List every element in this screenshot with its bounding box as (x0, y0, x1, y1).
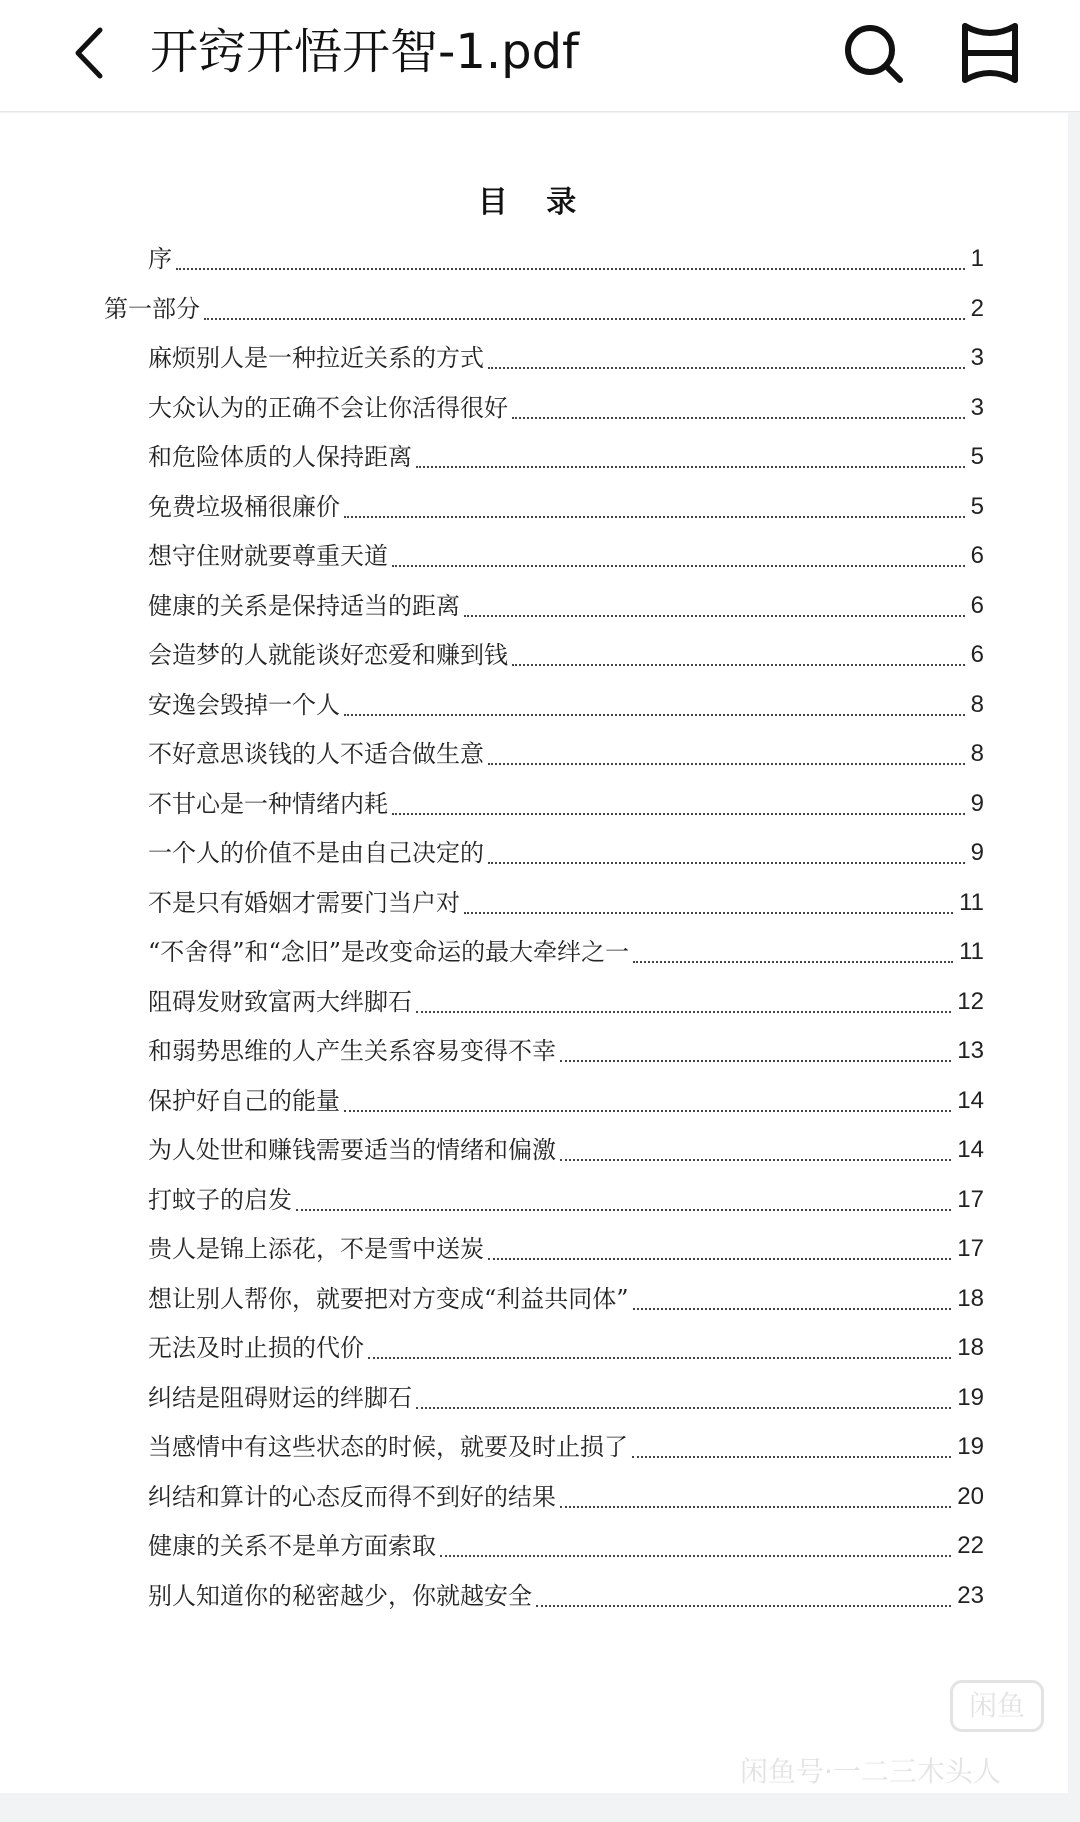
toc-entry-page: 1 (970, 245, 984, 272)
toc-entry-page: 8 (970, 690, 984, 718)
toc-entry-title: 麻烦别人是一种拉近关系的方式 (148, 344, 484, 372)
toc-entry-page: 11 (959, 888, 984, 916)
toc-entry-leader (296, 1208, 951, 1211)
menu-icon (955, 18, 1025, 88)
toc-entry[interactable] (148, 1031, 984, 1071)
top-app-bar (0, 0, 1080, 112)
toc-entry-page: 9 (970, 839, 984, 866)
toc-entry-leader (416, 465, 965, 468)
toc-entry-title: 健康的关系不是单方面索取 (148, 1532, 436, 1560)
toc-entry-leader (464, 911, 953, 914)
toc-entry[interactable] (148, 833, 984, 873)
toc-entry-title: 纠结是阻碍财运的绊脚石 (148, 1383, 412, 1412)
toc-entry-page: 5 (970, 443, 984, 470)
toc-entry[interactable] (148, 1180, 984, 1220)
search-button[interactable] (838, 18, 908, 88)
search-icon (838, 18, 908, 88)
toc-entry[interactable] (148, 784, 984, 824)
toc-entry[interactable] (148, 338, 984, 378)
toc-entry-page: 13 (957, 1037, 984, 1064)
toc-entry[interactable] (148, 1229, 984, 1269)
toc-entry-page: 2 (970, 294, 984, 322)
toc-entry-leader (536, 1604, 951, 1607)
toc-entry-leader (392, 564, 965, 567)
toc-entry-title: 安逸会毁掉一个人 (148, 690, 340, 719)
toc-entry-title: 免费垃圾桶很廉价 (148, 492, 340, 521)
document-title: 开窍开悟开智-1.pdf (150, 24, 579, 80)
toc-entry-page: 8 (970, 740, 984, 767)
toc-entry-leader (633, 960, 953, 963)
toc-entry[interactable] (104, 289, 984, 329)
toc-entry[interactable] (148, 685, 984, 725)
toc-entry-title: 保护好自己的能量 (148, 1086, 340, 1115)
toc-entry-page: 18 (957, 1284, 984, 1312)
toc-entry-leader (416, 1010, 951, 1013)
toc-entry-leader (633, 1307, 952, 1310)
toc-entry-leader (488, 762, 965, 765)
toc-entry-leader (440, 1554, 951, 1557)
toc-entry-page: 19 (957, 1383, 984, 1411)
toc-entry-title: 纠结和算计的心态反而得不到好的结果 (148, 1482, 556, 1511)
toc-entry-page: 9 (970, 789, 984, 817)
toc-entry-page: 12 (957, 987, 984, 1015)
toc-entry-title: 当感情中有这些状态的时候，就要及时止损了 (148, 1433, 628, 1461)
toc-heading: 目 录 (477, 185, 591, 220)
toc-entry-title: 为人处世和赚钱需要适当的情绪和偏激 (148, 1136, 556, 1164)
toc-entry[interactable] (148, 932, 984, 972)
toc-entry-title: 无法及时止损的代价 (148, 1334, 364, 1362)
toc-entry-page: 3 (970, 393, 984, 421)
toc-entry-page: 17 (957, 1185, 984, 1213)
toc-entry-title: 阻碍发财致富两大绊脚石 (148, 987, 412, 1016)
chevron-left-icon (56, 18, 126, 88)
toc-entry-title: “不舍得”和“念旧”是改变命运的最大牵绊之一 (148, 938, 630, 966)
toc-entry-title: 想守住财就要尊重天道 (148, 542, 388, 570)
toc-entry-title: 大众认为的正确不会让你活得很好 (148, 393, 508, 422)
toc-entry-leader (416, 1406, 951, 1409)
toc-entry-leader (512, 663, 965, 666)
toc-entry-page: 6 (970, 591, 984, 619)
toc-entry-page: 18 (957, 1334, 984, 1361)
toc-entry-leader (560, 1059, 951, 1062)
toc-entry-leader (560, 1158, 951, 1161)
toc-entry-leader (344, 515, 965, 518)
toc-entry[interactable] (148, 1427, 984, 1467)
toc-entry[interactable] (148, 883, 984, 923)
toc-entry-title: 想让别人帮你，就要把对方变成“利益共同体” (148, 1284, 629, 1313)
toc-entry-title: 会造梦的人就能谈好恋爱和赚到钱 (148, 641, 508, 669)
toc-entry-page: 17 (957, 1235, 984, 1262)
toc-entry-title: 和弱势思维的人产生关系容易变得不幸 (148, 1037, 556, 1065)
watermark-logo: 闲鱼 (950, 1680, 1044, 1732)
toc-entry-title: 打蚊子的启发 (148, 1185, 292, 1214)
toc-entry-page: 3 (970, 344, 984, 371)
toc-entry-title: 健康的关系是保持适当的距离 (148, 591, 460, 620)
toc-entry-page: 6 (970, 641, 984, 668)
toc-entry[interactable] (148, 487, 984, 527)
toc-entry[interactable] (148, 734, 984, 774)
toc-entry-title: 一个人的价值不是由自己决定的 (148, 839, 484, 867)
toc-entry-title: 别人知道你的秘密越少，你就越安全 (148, 1581, 532, 1610)
toc-entry-leader (344, 1109, 951, 1112)
toc-entry[interactable] (148, 388, 984, 428)
toc-entry[interactable] (148, 586, 984, 626)
pdf-page[interactable] (0, 113, 1068, 1793)
toc-entry[interactable] (148, 1081, 984, 1121)
toc-entry[interactable] (148, 239, 984, 279)
toc-entry[interactable] (148, 437, 984, 477)
toc-entry-leader (488, 366, 965, 369)
toc-entry-page: 22 (957, 1532, 984, 1559)
toc-entry-page: 20 (957, 1482, 984, 1510)
toc-entry-title: 第一部分 (104, 294, 200, 323)
toc-entry-title: 不甘心是一种情绪内耗 (148, 789, 388, 818)
toc-entry[interactable] (148, 1576, 984, 1616)
watermark-text: 闲鱼号·一二三木头人 (740, 1755, 1001, 1788)
toc-entry[interactable] (148, 635, 984, 675)
toc-entry-leader (632, 1455, 951, 1458)
toc-entry[interactable] (148, 1130, 984, 1170)
toc-entry-title: 不好意思谈钱的人不适合做生意 (148, 740, 484, 768)
toc-entry-leader (488, 1257, 951, 1260)
toc-entry-leader (512, 416, 965, 419)
toc-entry-leader (344, 713, 965, 716)
toc-entry[interactable] (148, 536, 984, 576)
toc-entry-page: 23 (957, 1581, 984, 1609)
back-button[interactable] (56, 18, 126, 88)
toc-entry-leader (464, 614, 965, 617)
toc-entry-page: 14 (957, 1086, 984, 1114)
toc-entry[interactable] (148, 1279, 984, 1319)
toc-entry-page: 6 (970, 542, 984, 569)
toc-entry-page: 19 (957, 1433, 984, 1460)
toc-entry-title: 贵人是锦上添花，不是雪中送炭 (148, 1235, 484, 1263)
toc-entry-leader (488, 861, 965, 864)
toc-entry[interactable] (148, 1378, 984, 1418)
toc-entry-title: 和危险体质的人保持距离 (148, 443, 412, 471)
toc-entry-leader (560, 1505, 951, 1508)
toc-entry-leader (368, 1356, 951, 1359)
more-menu-button[interactable] (955, 18, 1025, 88)
toc-entry-title: 不是只有婚姻才需要门当户对 (148, 888, 460, 917)
toc-entry-page: 11 (959, 938, 984, 965)
toc-entry[interactable] (148, 1526, 984, 1566)
toc-entry-leader (204, 317, 965, 320)
toc-entry[interactable] (148, 982, 984, 1022)
toc-entry-leader (176, 267, 965, 270)
toc-entry-page: 5 (970, 492, 984, 520)
toc-entry-leader (392, 812, 965, 815)
toc-entry[interactable] (148, 1328, 984, 1368)
toc-entry-title: 序 (148, 245, 172, 273)
toc-entry[interactable] (148, 1477, 984, 1517)
toc-entry-page: 14 (957, 1136, 984, 1163)
